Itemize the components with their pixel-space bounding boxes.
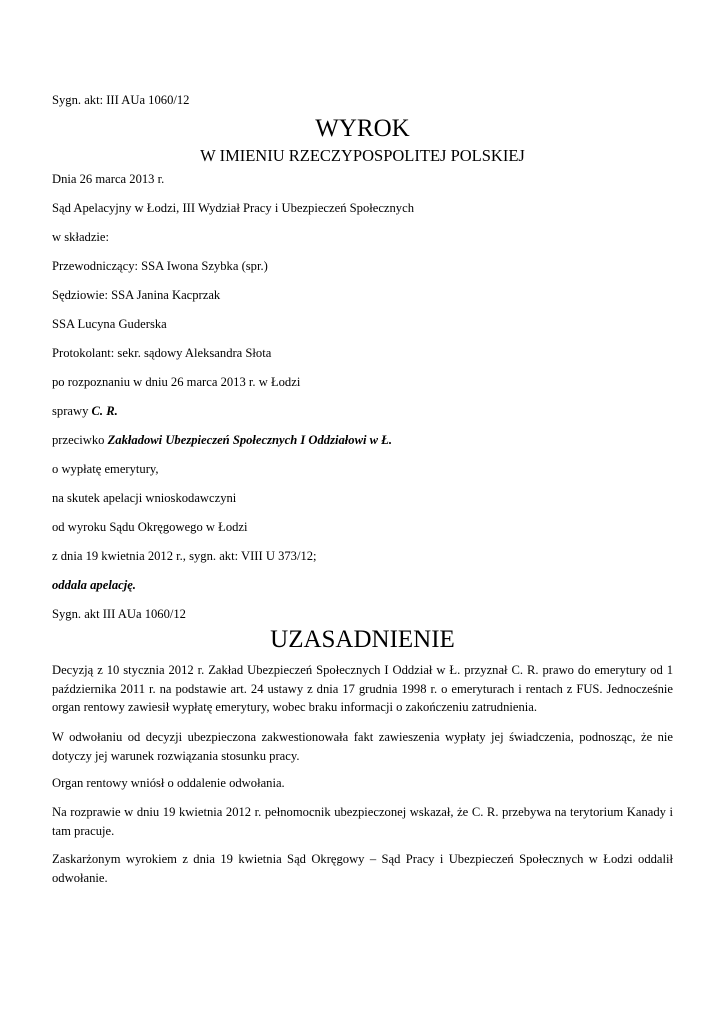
judges: Sędziowie: SSA Janina Kacprzak bbox=[52, 288, 221, 302]
document-subtitle: W IMIENIU RZECZYPOSPOLITEJ POLSKIEJ bbox=[200, 146, 525, 165]
chair-judge: Przewodniczący: SSA Iwona Szybka (spr.) bbox=[52, 259, 268, 273]
party-name: C. R. bbox=[91, 404, 118, 418]
case-party-line bbox=[52, 403, 118, 419]
justification-case-number: Sygn. akt III AUa 1060/12 bbox=[52, 607, 186, 621]
case-number: Sygn. akt: III AUa 1060/12 bbox=[52, 93, 190, 107]
justification-paragraph: Decyzją z 10 stycznia 2012 r. Zakład Ubezpieczeń Społecznych I Oddział w Ł. przyznał C. R. prawo do emerytury od 1 października 2011 r. na podstawie art. 24 ustawy z dnia 17 grudnia 1998 r. o emeryturach i rentach z FUS. Jednocześnie organ rentowy zawiesił wypłatę emerytury, wobec braku informacji o zakończeniu zatrudnienia. bbox=[52, 663, 673, 714]
case-prefix: sprawy bbox=[52, 404, 92, 418]
composition-label: w składzie: bbox=[52, 230, 110, 244]
appeal-from: od wyroku Sądu Okręgowego w Łodzi bbox=[52, 520, 248, 534]
verdict-date: Dnia 26 marca 2013 r. bbox=[52, 172, 165, 186]
appeal-date: z dnia 19 kwietnia 2012 r., sygn. akt: VIII U 373/12; bbox=[52, 549, 317, 563]
justification-paragraph: Zaskarżonym wyrokiem z dnia 19 kwietnia Sąd Okręgowy – Sąd Pracy i Ubezpieczeń Społecznych w Łodzi oddalił odwołanie. bbox=[52, 852, 673, 885]
case-subject: o wypłatę emerytury, bbox=[52, 462, 159, 476]
ruling: oddala apelację. bbox=[52, 578, 136, 592]
hearing-info: po rozpoznaniu w dniu 26 marca 2013 r. w Łodzi bbox=[52, 375, 301, 389]
justification-paragraph: W odwołaniu od decyzji ubezpieczona zakwestionowała fakt zawieszenia wypłaty jej świadczenia, podnosząc, że nie dotyczy jej warunek rozwiązania stosunku pracy. bbox=[52, 730, 673, 763]
respondent-line bbox=[52, 432, 392, 448]
court-name: Sąd Apelacyjny w Łodzi, III Wydział Pracy i Ubezpieczeń Społecznych bbox=[52, 201, 414, 215]
document-title: WYROK bbox=[315, 115, 410, 142]
appeal-basis: na skutek apelacji wnioskodawczyni bbox=[52, 491, 237, 505]
respondent-name: Zakładowi Ubezpieczeń Społecznych I Oddziałowi w Ł. bbox=[107, 433, 393, 447]
against-prefix: przeciwko bbox=[52, 433, 108, 447]
justification-title: UZASADNIENIE bbox=[270, 626, 455, 653]
court-clerk: Protokolant: sekr. sądowy Aleksandra Słota bbox=[52, 346, 272, 360]
justification-paragraph: Na rozprawie w dniu 19 kwietnia 2012 r. pełnomocnik ubezpieczonej wskazał, że C. R. przebywa na terytorium Kanady i tam pracuje. bbox=[52, 805, 673, 838]
justification-paragraph: Organ rentowy wniósł o oddalenie odwołania. bbox=[52, 776, 285, 790]
second-judge: SSA Lucyna Guderska bbox=[52, 317, 167, 331]
